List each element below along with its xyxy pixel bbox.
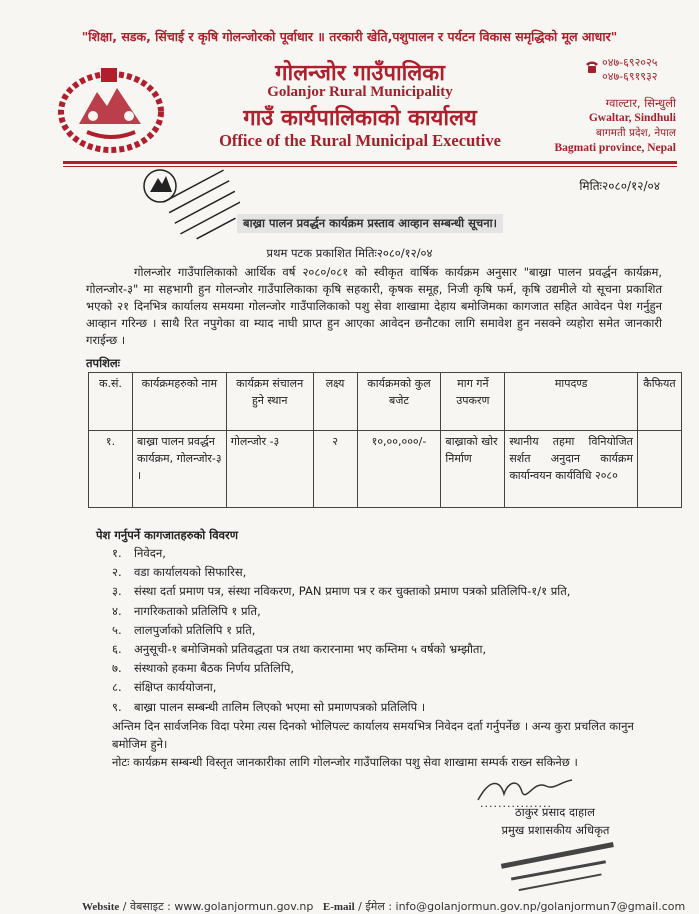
cell-budget: १०,००,०००/- — [357, 431, 441, 508]
email-link[interactable]: info@golanjormun.gov.np/golanjormun7@gmail.com — [395, 900, 686, 913]
title-nepali: गोलन्जोर गाउँपालिका — [275, 61, 445, 86]
office-nepali: गाउँ कार्यपालिकाको कार्यालय — [243, 106, 477, 131]
title-english: Golanjor Rural Municipality — [267, 84, 453, 100]
nepal-emblem-icon — [57, 62, 165, 154]
website-label-np: वेबसाइट — [130, 900, 164, 913]
list-item — [112, 678, 570, 697]
list-item-number: ४. — [112, 603, 122, 618]
address-nepali: ग्वाल्टार, सिन्धुली — [605, 96, 676, 110]
list-item-number: ९. — [112, 699, 122, 714]
cell-remarks — [637, 431, 681, 508]
footer-contact: Website / वेबसाइट : www.golanjormun.gov.np E-mail / ईमेल : info@golanjormun.gov.np/golanjormun7@gmail.com — [82, 900, 686, 913]
header-program: कार्यक्रमहरुको नाम — [132, 373, 226, 431]
contact-note: नोटः कार्यक्रम सम्बन्धी विस्तृत जानकारीका लागि गोलन्जोर गाउँपालिका पशु सेवा शाखामा सम्पर्क राख्न सकिनेछ । — [112, 755, 578, 769]
notice-subject: बाख्रा पालन प्रवर्द्धन कार्यक्रम प्रस्ताव आव्हान सम्बन्धी सूचना। — [237, 214, 503, 233]
signature-line: ................ — [480, 797, 552, 810]
address-english: Gwaltar, Sindhuli — [588, 112, 676, 124]
motto: "शिक्षा, सडक, सिंचाई र कृषि गोलन्जोरको पूर्वाधार ॥ तरकारी खेति,पशुपालन र पर्यटन विकास समृद्धिको मूल आधार" — [81, 29, 618, 44]
list-item-text: नागरिकताको प्रतिलिपि १ प्रति, — [134, 603, 261, 618]
phone-numbers — [602, 56, 657, 84]
final-day-note: अन्तिम दिन सार्वजनिक विदा परेमा त्यस दिनको भोलिपल्ट कार्यालय समयभित्र निवेदन दर्ता गर्नुपर्नेछ । अन्य कुरा प्रचलित कानुन बमोजिम हुने। — [112, 719, 634, 751]
address-block — [540, 96, 676, 156]
list-item-text: संक्षिप्त कार्ययोजना, — [134, 680, 217, 695]
signatory-name: ठाकुर प्रसाद दाहाल — [515, 805, 595, 819]
province-nepali: बागमती प्रदेश, नेपाल — [596, 127, 676, 139]
phone-1: ०४७-६९२०२५ — [602, 56, 658, 69]
list-item-text: लालपुर्जाको प्रतिलिपि १ प्रति, — [134, 622, 256, 637]
cell-program: बाख्रा पालन प्रवर्द्धन कार्यक्रम, गोलन्जोर-३ । — [132, 431, 226, 508]
list-item-text: बाख्रा पालन सम्बन्धी तालिम लिएको भएमा सो प्रमाणपत्रको प्रतिलिपि । — [134, 699, 426, 714]
cell-serial: १. — [89, 431, 133, 508]
details-label: तपशिलः — [86, 356, 121, 370]
signatory-title: प्रमुख प्रशासकीय अधिकृत — [501, 823, 610, 837]
document-date: मितिः२०८०/१२/०४ — [579, 179, 660, 193]
list-item-text: संस्थाको हकमा बैठक निर्णय प्रतिलिपि, — [134, 661, 295, 676]
website-label: Website — [82, 901, 120, 913]
list-item — [112, 563, 570, 582]
email-label: E-mail — [322, 901, 355, 913]
email-label-np: ईमेल — [365, 900, 385, 913]
publication-date: प्रथम पटक प्रकाशित मितिः२०८०/१२/०४ — [266, 246, 433, 260]
documents-list — [112, 544, 570, 717]
name-stamp-icon — [496, 838, 626, 896]
office-english: Office of the Rural Municipal Executive — [219, 131, 501, 150]
list-item-number: ६. — [112, 641, 122, 656]
list-item-text: निवेदन, — [134, 546, 166, 560]
list-item — [112, 659, 570, 678]
cell-location: गोलन्जोर -३ — [226, 431, 313, 508]
list-item-number: ३. — [112, 584, 122, 599]
list-item-number: ७. — [112, 661, 122, 676]
table-row — [89, 431, 682, 508]
program-table — [88, 372, 682, 508]
header-serial: क.सं. — [89, 373, 133, 431]
list-item-number: ८. — [112, 680, 122, 695]
header-target: लक्ष्य — [313, 373, 357, 431]
table-header-row — [89, 373, 682, 431]
list-item — [112, 544, 570, 563]
cell-target: २ — [313, 431, 357, 508]
header-equipment: माग गर्ने उपकरण — [441, 373, 505, 431]
phone-icon — [585, 60, 599, 74]
list-item-number: ५. — [112, 622, 122, 637]
cell-equipment: बाख्राको खोर निर्माण — [441, 431, 505, 508]
list-item — [112, 582, 570, 601]
list-item — [112, 602, 570, 621]
list-item — [112, 698, 570, 717]
list-item-text: संस्था दर्ता प्रमाण पत्र, संस्था नविकरण, PAN प्रमाण पत्र र कर चुक्ताको प्रमाण पत्रको प्रतिलिपि-१/१ प्रति, — [134, 584, 571, 599]
office-stamp-icon — [140, 162, 240, 246]
list-item — [112, 621, 570, 640]
cell-criteria: स्थानीय तहमा विनियोजित सर्शत अनुदान कार्यक्रम कार्यान्वयन कार्यविधि २०८० — [505, 431, 638, 508]
list-item-number: २. — [112, 565, 122, 580]
notice-body: गोलन्जोर गाउँपालिकाको आर्थिक वर्ष २०८०/०८१ को स्वीकृत वार्षिक कार्यक्रम अनुसार "बाख्रा पालन प्रवर्द्धन कार्यक्रम, गोलन्जोर-३" मा सहभागी हुन गोलन्जोर गाउँपालिकाका कृषि सहकारी, कृषक समूह, निजी कृषि फर्म, कृषि उद्यमीले यो सूचना प्रकाशित भएको २१ दिनभित्र कार्यालय समयमा गोलन्जोर गाउँपालिकाको पशु सेवा शाखामा देहाय बमोजिमका कागजात सहित आवेदन पेश गर्नुहुन आव्हान गरिन्छ । साथै रित नपुगेका वा म्याद नाघी प्राप्त हुन आएका आवेदन छनौटका लागि समावेश हुन नसक्ने व्यहोरा समेत जानकारी गराईन्छ । — [86, 265, 662, 347]
list-item-number: १. — [112, 546, 122, 560]
header-criteria: मापदण्ड — [505, 373, 638, 431]
list-item — [112, 640, 570, 659]
header-remarks: कैफियत — [637, 373, 681, 431]
header-budget: कार्यक्रमको कुल बजेट — [357, 373, 441, 431]
list-item-text: अनुसूची-१ बमोजिमको प्रतिवद्धता पत्र तथा करारनामा भए कम्तिमा ५ वर्षको भ्रम्झौता, — [134, 641, 487, 656]
header-location: कार्यक्रम संचालन हुने स्थान — [226, 373, 313, 431]
website-link[interactable]: www.golanjormun.gov.np — [174, 900, 314, 913]
phone-2: ०४७-६९१९३२ — [602, 70, 658, 83]
province-english: Bagmati province, Nepal — [554, 142, 676, 154]
list-item-text: वडा कार्यालयको सिफारिस, — [134, 565, 247, 580]
documents-title: पेश गर्नुपर्ने कागजातहरुको विवरण — [96, 528, 239, 542]
